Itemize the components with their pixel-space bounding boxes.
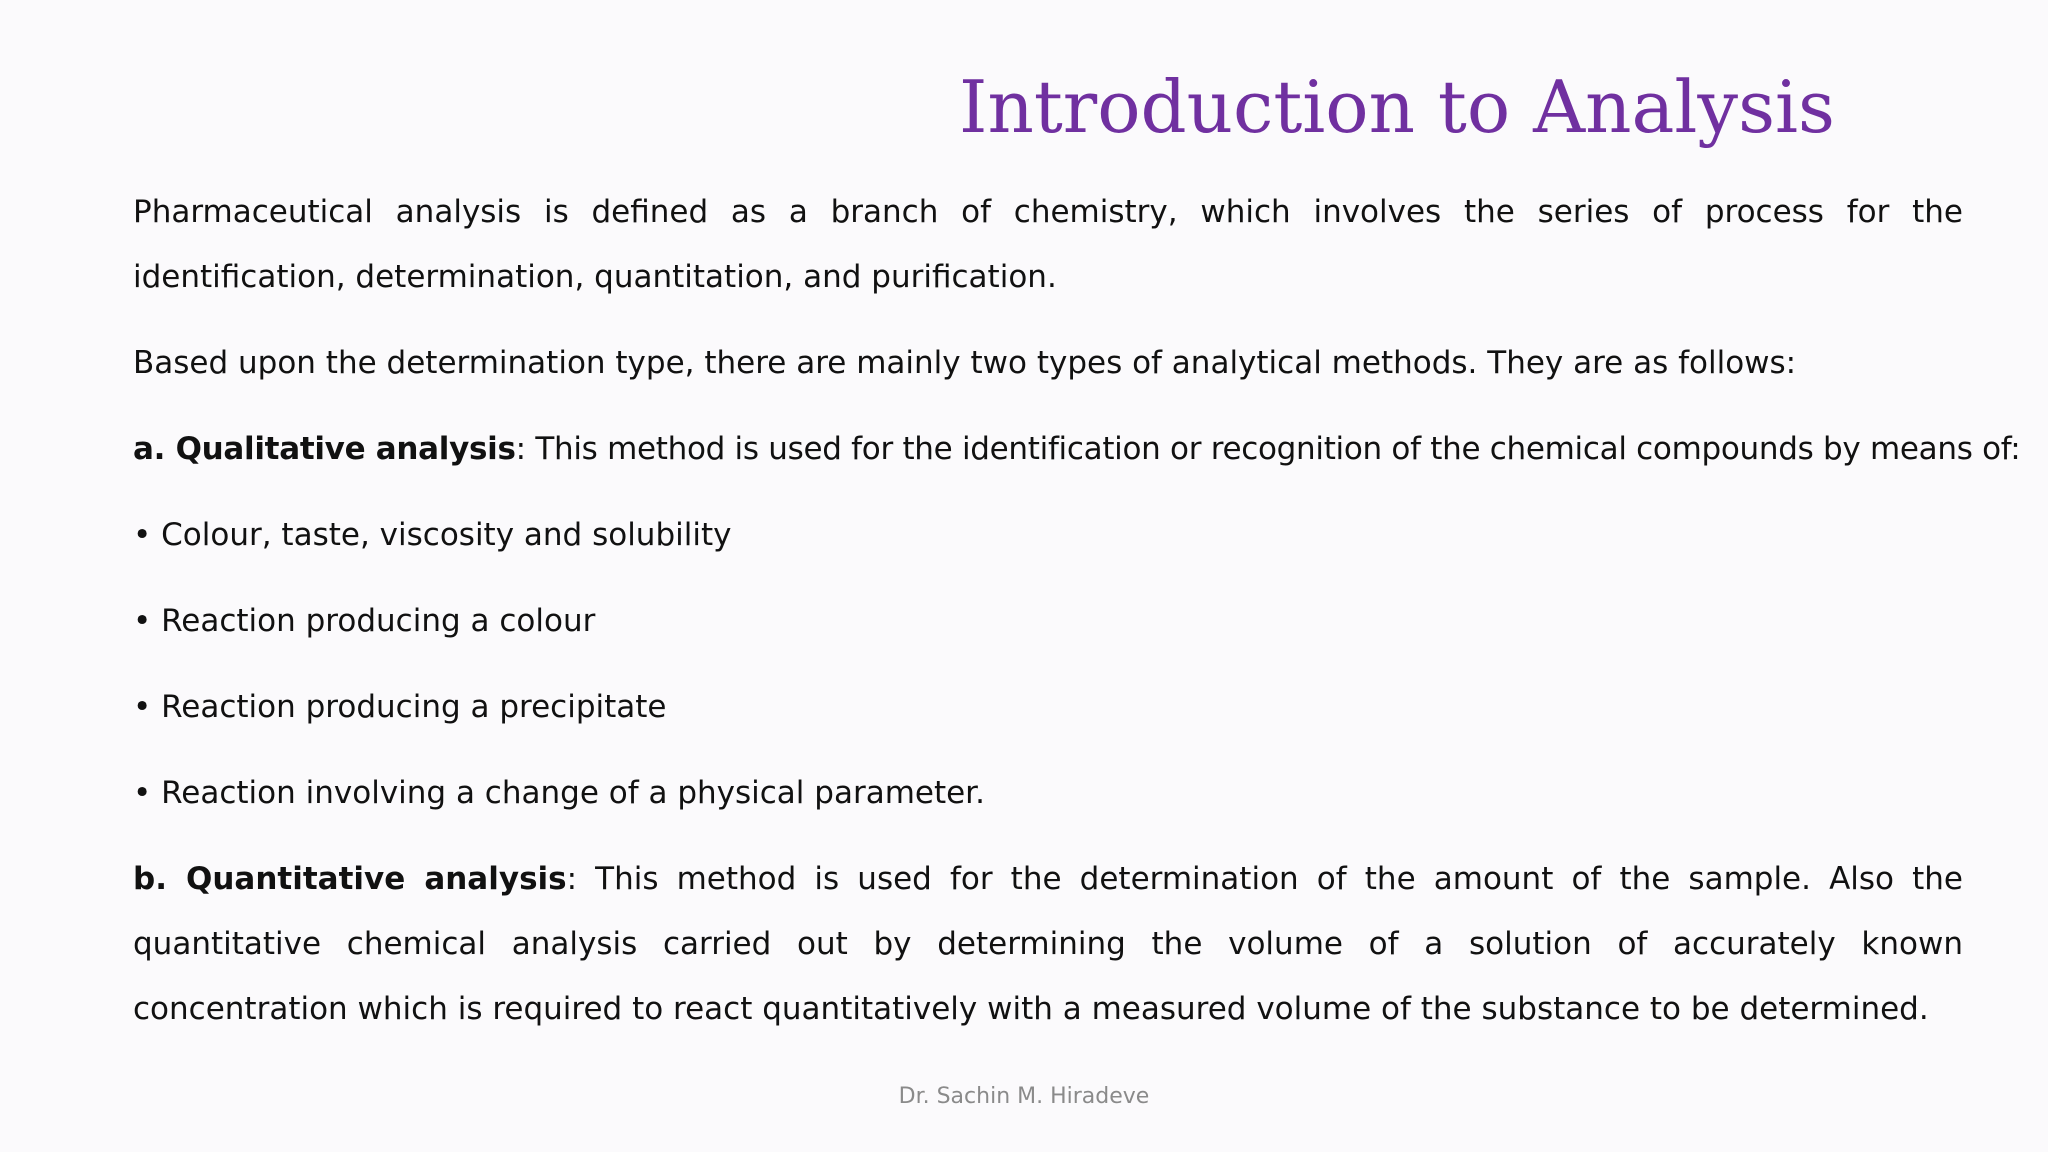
bullet-item: • Reaction involving a change of a physical parameter. xyxy=(133,775,985,811)
definition-paragraph: Pharmaceutical analysis is defined as a branch of chemistry, which involves the series of process for the identification, determination, quantitation, and purification. xyxy=(133,194,1963,295)
slide-body xyxy=(133,180,2021,1063)
bullet-item: • Reaction producing a colour xyxy=(133,603,596,639)
types-intro-paragraph: Based upon the determination type, there are mainly two types of analytical methods. They are as follows: xyxy=(133,345,1797,381)
quantitative-text: : This method is used for the determination of the amount of the sample. Also the quantitative chemical analysis carried out by determining the volume of a solution of accurately known concentration which is required to react quantitatively with a measured volume of the substance to be determined. xyxy=(133,861,1964,1027)
bullet-item: • Reaction producing a precipitate xyxy=(133,689,667,725)
quantitative-heading: b. Quantitative analysis xyxy=(133,861,567,897)
quantitative-paragraph xyxy=(133,847,1963,1042)
qualitative-heading: a. Qualitative analysis xyxy=(133,431,516,467)
qualitative-paragraph xyxy=(133,417,2021,482)
qualitative-text: : This method is used for the identification or recognition of the chemical compounds by means of: xyxy=(515,431,2021,467)
slide-title: Introduction to Analysis xyxy=(959,65,1835,149)
bullet-item: • Colour, taste, viscosity and solubility xyxy=(133,517,732,553)
footer-author: Dr. Sachin M. Hiradeve xyxy=(898,1084,1150,1109)
